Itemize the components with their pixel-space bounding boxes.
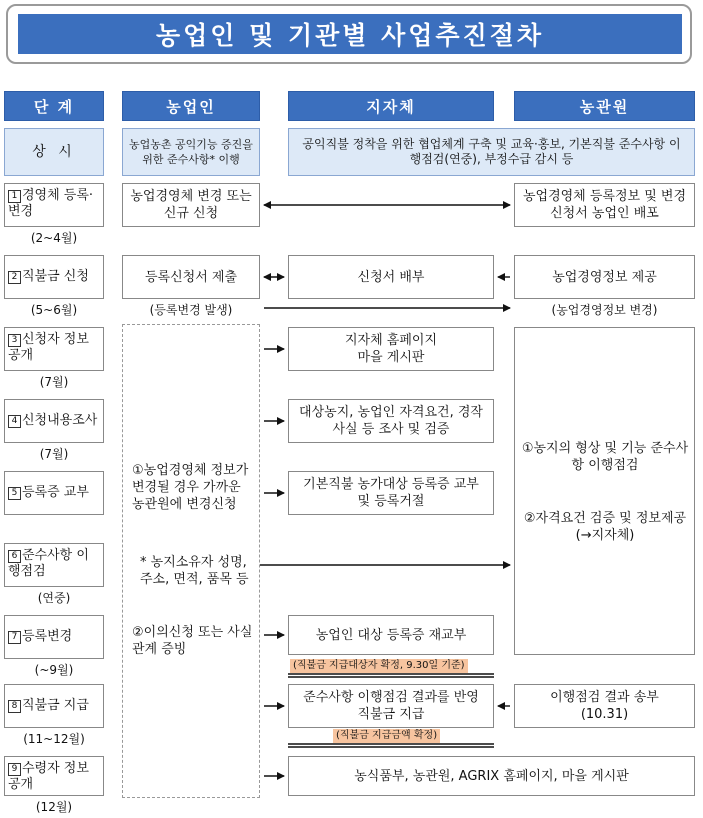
- stage-8-period: (11~12월): [23, 732, 85, 746]
- farmer-long-item2: ②이의신청 또는 사실관계 증빙: [132, 625, 253, 657]
- farmer-row1: 농업경영체 변경 또는 신규 신청: [122, 183, 260, 227]
- header-stage: 단 계: [4, 91, 104, 121]
- stage-1-period: (2~4월): [30, 231, 78, 245]
- local-row7: 농업인 대상 등록증 재교부: [288, 615, 494, 655]
- agency-row1: 농업경영체 등록정보 및 변경신청서 농업인 배포: [514, 183, 695, 227]
- stage-9: 9 수령자 정보공개: [4, 756, 104, 796]
- local-row3: 지자체 홈페이지 마을 게시판: [288, 327, 494, 371]
- stage-6: 6 준수사항 이행점검: [4, 543, 104, 587]
- farmer-long-item1: ①농업경영체 정보가 변경될 경우 가까운 농관원에 변경신청: [132, 463, 249, 512]
- stage-7-period: (~9월): [34, 663, 74, 677]
- agency-long-item2: ②자격요건 검증 및 정보제공(→지자체): [523, 511, 687, 543]
- farmer-long-item1-sub: * 농지소유자 성명, 주소, 면적, 품목 등: [140, 555, 249, 587]
- farmer-always: 농업농촌 공익기능 증진을 위한 준수사항* 이행: [122, 128, 260, 176]
- stage-1: 1 경영체 등록·변경: [4, 183, 104, 227]
- stage-4: 4 신청내용조사: [4, 399, 104, 443]
- local-row4: 대상농지, 농업인 자격요건, 경작사실 등 조사 및 검증: [288, 399, 494, 443]
- local-row9: 농식품부, 농관원, AGRIX 홈페이지, 마을 게시판: [288, 756, 695, 796]
- stage-5: 5 등록증 교부: [4, 471, 104, 515]
- local-row7-note: (직불금 지급대상자 확정, 9.30일 기준): [290, 659, 468, 673]
- stage-3-period: (7월): [39, 375, 69, 389]
- header-farmer: 농업인: [122, 91, 260, 121]
- local-row2: 신청서 배부: [288, 255, 494, 299]
- stage-2-period: (5~6월): [30, 303, 78, 317]
- local-row8: 준수사항 이행점검 결과를 반영 직불금 지급: [288, 684, 494, 728]
- local-row8-note: (직불금 지급금액 확정): [333, 729, 440, 743]
- page-title: 농업인 및 기관별 사업추진절차: [18, 14, 682, 54]
- stage-9-period: (12월): [35, 800, 73, 814]
- local-row5: 기본직불 농가대상 등록증 교부 및 등록거절: [288, 471, 494, 515]
- stage-6-period: (연중): [37, 591, 71, 605]
- farmer-row2: 등록신청서 제출: [122, 255, 260, 299]
- stage-3: 3 신청자 정보 공개: [4, 327, 104, 371]
- agency-row2-note: (농업경영정보 변경): [551, 303, 658, 317]
- local-agency-always: 공익직불 정착을 위한 협업체계 구축 및 교육·홍보, 기본직불 준수사항 이행점검(연중), 부정수급 감시 등: [288, 128, 695, 176]
- stage-2: 2 직불금 신청: [4, 255, 104, 299]
- header-local: 지자체: [288, 91, 494, 121]
- stage-7: 7 등록변경: [4, 615, 104, 659]
- stage-8: 8 직불금 지급: [4, 684, 104, 728]
- farmer-row2-note: (등록변경 발생): [149, 303, 233, 317]
- agency-row8: 이행점검 결과 송부 (10.31): [514, 684, 695, 728]
- stage-always: 상 시: [4, 128, 104, 176]
- header-agency: 농관원: [514, 91, 695, 121]
- agency-long-item1: ①농지의 형상 및 기능 준수사항 이행점검: [521, 441, 689, 473]
- stage-4-period: (7월): [39, 447, 69, 461]
- agency-row2: 농업경영정보 제공: [514, 255, 695, 299]
